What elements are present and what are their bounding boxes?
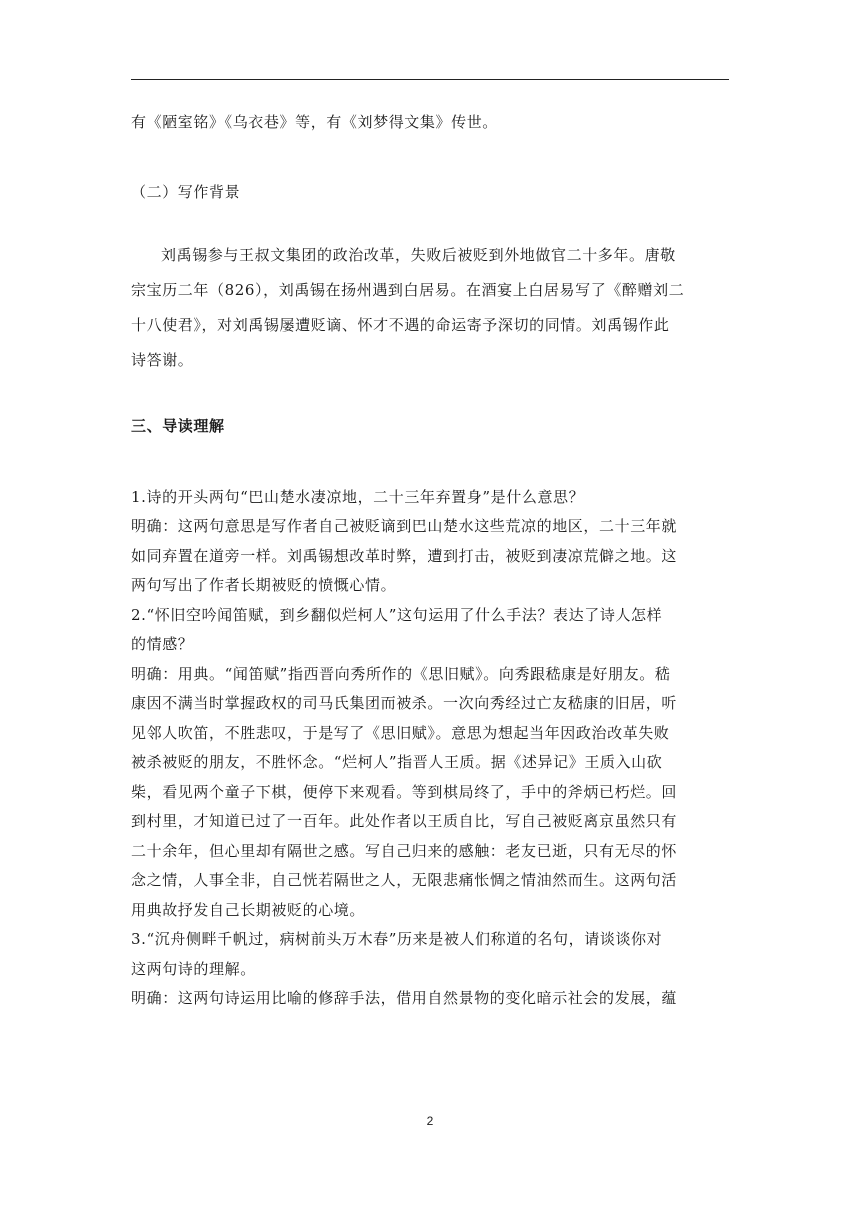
answer-line: 明确：用典。“闻笛赋”指西晋向秀所作的《思旧赋》。向秀跟嵇康是好朋友。嵇 [131,665,671,683]
answer-line: 被杀被贬的朋友，不胜怀念。“烂柯人”指晋人王质。据《述异记》王质入山砍 [131,753,663,771]
question-2: 2.“怀旧空吟闻笛赋，到乡翻似烂柯人”这句运用了什么手法？表达了诗人怎样 [131,606,663,624]
question-3-cont: 这两句诗的理解。 [131,960,256,978]
answer-line: 念之情，人事全非，自己恍若隔世之人，无限悲痛怅惆之情油然而生。这两句活 [131,871,678,889]
answer-line: 两句写出了作者长期被贬的愤慨心情。 [131,576,397,594]
header-rule [131,79,729,80]
paragraph-line: 诗答谢。 [131,351,194,369]
paragraph-line: 宗宝历二年（826），刘禹锡在扬州遇到白居易。在酒宴上白居易写了《醉赠刘二 [131,281,685,299]
question-2-cont: 的情感？ [131,635,194,653]
answer-line: 明确：这两句诗运用比喻的修辞手法，借用自然景物的变化暗示社会的发展，蕴 [131,989,678,1007]
answer-line: 柴，看见两个童子下棋，便停下来观看。等到棋局终了，手中的斧炳已朽烂。回 [131,783,678,801]
answer-line: 明确：这两句意思是写作者自己被贬谪到巴山楚水这些荒凉的地区，二十三年就 [131,517,678,535]
intro-line: 有《陋室铭》《乌衣巷》等，有《刘梦得文集》传世。 [131,113,498,131]
paragraph-line: 刘禹锡参与王叔文集团的政治改革，失败后被贬到外地做官二十多年。唐敬 [161,246,676,264]
answer-line: 见邻人吹笛，不胜悲叹，于是写了《思旧赋》。意思为想起当年因政治改革失败 [131,724,670,742]
answer-line: 到村里，才知道已过了一百年。此处作者以王质自比，写自己被贬离京虽然只有 [131,812,678,830]
section-heading-three: 三、导读理解 [131,417,225,435]
paragraph-line: 十八使君》，对刘禹锡屡遭贬谪、怀才不遇的命运寄予深切的同情。刘禹锡作此 [131,316,670,334]
question-1: 1.诗的开头两句“巴山楚水凄凉地，二十三年弃置身”是什么意思？ [131,488,585,506]
question-3: 3.“沉舟侧畔千帆过，病树前头万木春”历来是被人们称道的名句，请谈谈你对 [131,930,663,948]
page-number: 2 [426,1114,434,1128]
section-title-background: （二）写作背景 [131,183,241,201]
answer-line: 用典故抒发自己长期被贬的心境。 [131,901,366,919]
answer-line: 如同弃置在道旁一样。刘禹锡想改革时弊，遭到打击，被贬到凄凉荒僻之地。这 [131,547,678,565]
answer-line: 二十余年，但心里却有隔世之感。写自己归来的感触：老友已逝，只有无尽的怀 [131,842,678,860]
answer-line: 康因不满当时掌握政权的司马氏集团而被杀。一次向秀经过亡友嵇康的旧居，听 [131,694,678,712]
